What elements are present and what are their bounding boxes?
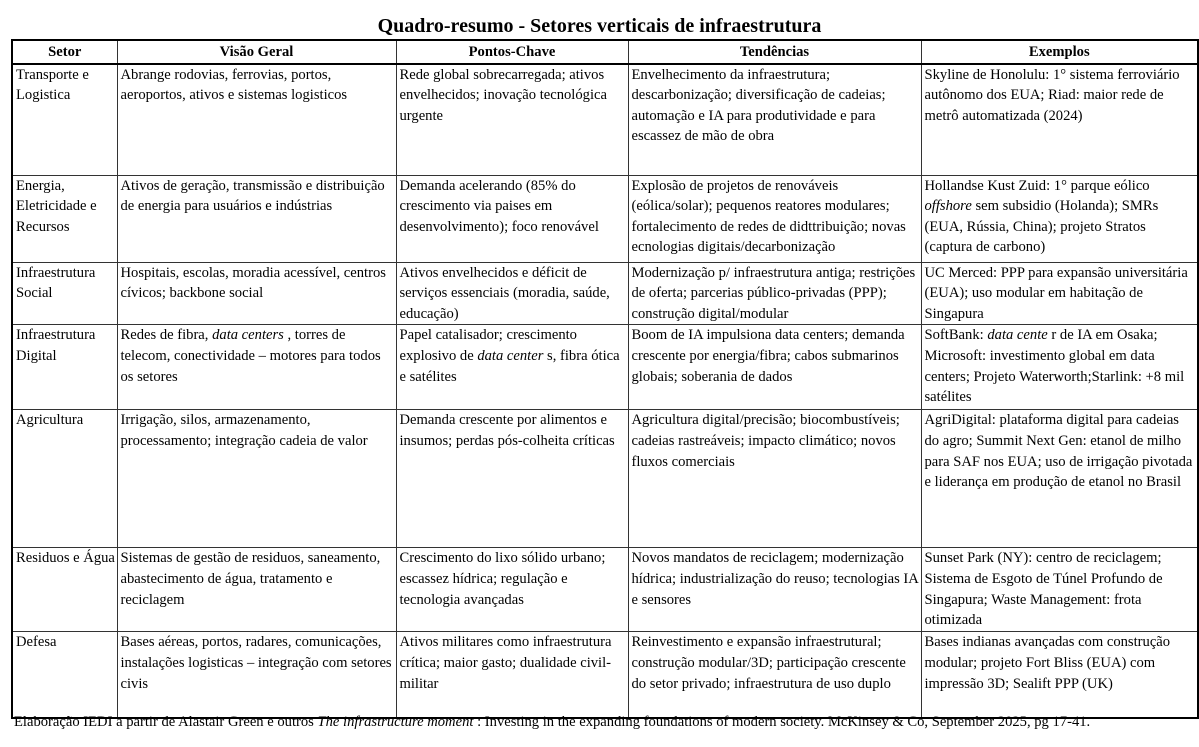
table-row [12, 175, 1198, 262]
table-row [12, 548, 1198, 632]
cell-exemplos: AgriDigital: plataforma digital para cadeias do agro; Summit Next Gen: etanol de milho para SAF nos EUA; uso de irrigação pivotada e liderança em produção de etanol no Brasil [921, 410, 1198, 548]
table-row [12, 64, 1198, 176]
italic-term: offshore [924, 198, 972, 215]
cell-tendencias: Novos mandatos de reciclagem; modernização hídrica; industrialização do reuso; tecnologias IA e sensores [628, 548, 921, 632]
cell-visao-geral: Bases aéreas, portos, radares, comunicações, instalações logisticas – integração com setores civis [117, 632, 396, 719]
column-header-exemplos: Exemplos [921, 40, 1198, 64]
cell-exemplos: Bases indianas avançadas com construção modular; projeto Fort Bliss (EUA) com impressão 3D; Sealift PPP (UK) [921, 632, 1198, 719]
cell-setor: Agricultura [12, 410, 117, 548]
cell-visao-geral: Sistemas de gestão de residuos, saneamento, abastecimento de água, tratamento e reciclagem [117, 548, 396, 632]
cell-pontos-chave: Crescimento do lixo sólido urbano; escassez hídrica; regulação e tecnologia avançadas [396, 548, 628, 632]
table-row [12, 632, 1198, 719]
cell-setor: Defesa [12, 632, 117, 719]
source-note [14, 712, 1199, 732]
italic-term: data centers [212, 327, 284, 344]
cell-pontos-chave: Ativos militares como infraestrutura crítica; maior gasto; dualidade civil-militar [396, 632, 628, 719]
summary-table [11, 39, 1199, 719]
cell-visao-geral: Irrigação, silos, armazenamento, processamento; integração cadeia de valor [117, 410, 396, 548]
cell-setor: Transporte e Logistica [12, 64, 117, 176]
column-header-setor: Setor [12, 40, 117, 64]
cell-setor: Infraestrutura Social [12, 262, 117, 325]
cell-pontos-chave: Demanda acelerando (85% do crescimento via paises em desenvolvimento); foco renovável [396, 175, 628, 262]
cell-tendencias: Modernização p/ infraestrutura antiga; restrições de oferta; parcerias público-privadas (PPP); construção digital/modular [628, 262, 921, 325]
column-header-pontos-chave: Pontos-Chave [396, 40, 628, 64]
table-row [12, 325, 1198, 410]
italic-term: data center [477, 347, 544, 364]
cell-tendencias: Reinvestimento e expansão infraestrutural; construção modular/3D; participação crescente do setor privado; infraestrutura de uso duplo [628, 632, 921, 719]
source-title: The infrastructure moment [317, 714, 474, 730]
cell-tendencias: Envelhecimento da infraestrutura; descarbonização; diversificação de cadeias; automação e IA para produtividade e para escassez de mão de obra [628, 64, 921, 176]
cell-exemplos: Skyline de Honolulu: 1° sistema ferroviário autônomo dos EUA; Riad: maior rede de metrô automatizada (2024) [921, 64, 1198, 176]
column-header-tendencias: Tendências [628, 40, 921, 64]
cell-setor: Energia, Eletricidade e Recursos [12, 175, 117, 262]
text-run: s, fibra ótica e satélites [399, 347, 620, 385]
cell-tendencias: Agricultura digital/precisão; biocombustíveis; cadeias rastreáveis; impacto climático; novos fluxos comerciais [628, 410, 921, 548]
cell-exemplos [921, 325, 1198, 410]
cell-setor: Residuos e Água [12, 548, 117, 632]
column-header-visao-geral: Visão Geral [117, 40, 396, 64]
text-run: SoftBank: [924, 327, 988, 344]
cell-tendencias: Explosão de projetos de renováveis (eólica/solar); pequenos reatores modulares; fortalecimento de redes de didttribuição; novas ecnologias digitais/decarbonização [628, 175, 921, 262]
cell-exemplos: Sunset Park (NY): centro de reciclagem; Sistema de Esgoto de Túnel Profundo de Singapura; Waste Management: frota otimizada [921, 548, 1198, 632]
text-run: Redes de fibra, [120, 327, 213, 344]
page-title: Quadro-resumo - Setores verticais de infraestrutura [377, 15, 822, 37]
cell-pontos-chave: Rede global sobrecarregada; ativos envelhecidos; inovação tecnológica urgente [396, 64, 628, 176]
cell-tendencias: Boom de IA impulsiona data centers; demanda crescente por energia/fibra; cabos submarinos globais; soberania de dados [628, 325, 921, 410]
source-prefix: Elaboração IEDI a partir de Alastair Green e outros [14, 714, 318, 730]
text-run: Papel catalisador; crescimento explosivo de [399, 327, 577, 364]
source-suffix: : Investing in the expanding foundations of modern society. McKinsey & Co, September 2025, pg 17-41. [473, 714, 1091, 730]
cell-pontos-chave: Demanda crescente por alimentos e insumos; perdas pós-colheita críticas [396, 410, 628, 548]
cell-visao-geral [117, 325, 396, 410]
cell-visao-geral: Ativos de geração, transmissão e distribuição de energia para usuários e indústrias [117, 175, 396, 262]
cell-visao-geral: Hospitais, escolas, moradia acessível, centros cívicos; backbone social [117, 262, 396, 325]
text-run: r de IA em Osaka; Microsoft: investimento global em data centers; Projeto Waterworth;Starlink: +8 mil satélites [924, 327, 1185, 406]
table-header-row [12, 40, 1198, 64]
cell-visao-geral: Abrange rodovias, ferrovias, portos, aeroportos, ativos e sistemas logisticos [117, 64, 396, 176]
table-row [12, 410, 1198, 548]
italic-term: data cente [987, 327, 1048, 344]
text-run: Hollandse Kust Zuid: 1° parque eólico [924, 177, 1150, 194]
table-row [12, 262, 1198, 325]
cell-exemplos: UC Merced: PPP para expansão universitária (EUA); uso modular em habitação de Singapura [921, 262, 1198, 325]
cell-pontos-chave [396, 325, 628, 410]
text-run: , torres de telecom, conectividade – motores para todos os setores [120, 327, 381, 385]
text-run: sem subsidio (Holanda); SMRs (EUA, Rússia, China); projeto Stratos (captura de carbono) [924, 198, 1159, 256]
cell-pontos-chave: Ativos envelhecidos e déficit de serviços essenciais (moradia, saúde, educação) [396, 262, 628, 325]
cell-setor: Infraestrutura Digital [12, 325, 117, 410]
cell-exemplos [921, 175, 1198, 262]
